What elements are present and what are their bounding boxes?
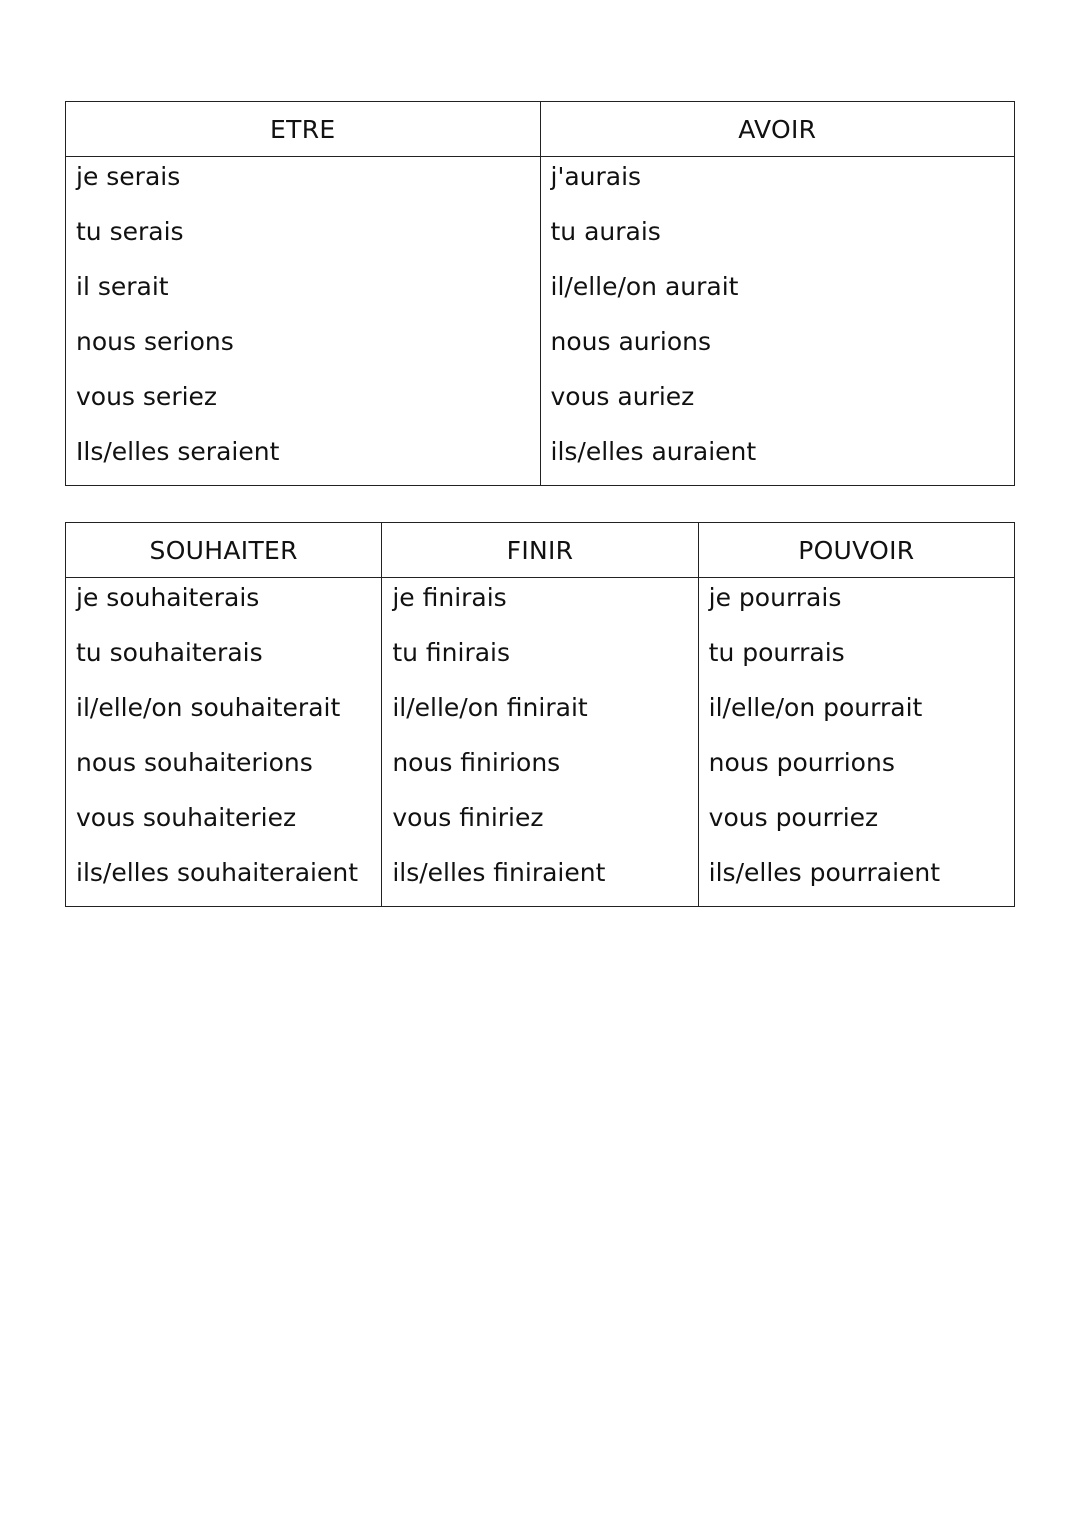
conjugated-form: nous pourrions xyxy=(708,748,895,777)
conjugated-form: ils/elles pourraient xyxy=(708,858,941,887)
conjugated-form: Ils/elles seraient xyxy=(76,437,280,466)
conjugated-form: ils/elles souhaiteraient xyxy=(76,858,358,887)
verb-heading-avoir: AVOIR xyxy=(540,102,1015,157)
conjugation-list xyxy=(541,157,1015,485)
conjugated-form: nous serions xyxy=(76,327,234,356)
verb-heading-finir: FINIR xyxy=(382,523,698,578)
conjugated-form: nous aurions xyxy=(550,327,712,356)
conjugated-form: tu serais xyxy=(76,217,184,246)
conjugated-form: vous auriez xyxy=(550,382,695,411)
conjugated-form: nous souhaiterions xyxy=(76,748,313,777)
conjugation-table-souhaiter-finir-pouvoir xyxy=(65,522,1015,907)
verb-heading-pouvoir: POUVOIR xyxy=(698,523,1014,578)
conjugation-list xyxy=(66,578,381,906)
conjugated-form: tu finirais xyxy=(392,638,511,667)
conjugated-form: tu souhaiterais xyxy=(76,638,263,667)
conjugated-form: vous seriez xyxy=(76,382,218,411)
conjugated-form: vous souhaiteriez xyxy=(76,803,297,832)
conjugated-form: vous finiriez xyxy=(392,803,544,832)
verb-column-etre xyxy=(66,157,541,486)
conjugated-form: je souhaiterais xyxy=(76,583,260,612)
conjugated-form: il serait xyxy=(76,272,169,301)
table-header-row xyxy=(66,102,1015,157)
table-body-row xyxy=(66,157,1015,486)
verb-column-finir xyxy=(382,578,698,907)
conjugated-form: nous finirions xyxy=(392,748,561,777)
conjugated-form: il/elle/on pourrait xyxy=(708,693,923,722)
table-body-row xyxy=(66,578,1015,907)
conjugation-list xyxy=(382,578,697,906)
verb-heading-etre: ETRE xyxy=(66,102,541,157)
conjugated-form: je serais xyxy=(76,162,181,191)
conjugated-form: vous pourriez xyxy=(708,803,879,832)
conjugated-form: je pourrais xyxy=(708,583,842,612)
verb-column-pouvoir xyxy=(698,578,1014,907)
verb-column-avoir xyxy=(540,157,1015,486)
conjugated-form: je finirais xyxy=(392,583,507,612)
conjugation-table-etre-avoir xyxy=(65,101,1015,486)
conjugated-form: il/elle/on finirait xyxy=(392,693,588,722)
conjugation-list xyxy=(66,157,540,485)
conjugation-list xyxy=(699,578,1014,906)
conjugated-form: il/elle/on souhaiterait xyxy=(76,693,341,722)
verb-column-souhaiter xyxy=(66,578,382,907)
conjugated-form: j'aurais xyxy=(550,162,642,191)
conjugated-form: ils/elles finiraient xyxy=(392,858,606,887)
conjugated-form: ils/elles auraient xyxy=(550,437,757,466)
conjugated-form: il/elle/on aurait xyxy=(550,272,739,301)
conjugated-form: tu aurais xyxy=(550,217,661,246)
verb-heading-souhaiter: SOUHAITER xyxy=(66,523,382,578)
conjugated-form: tu pourrais xyxy=(708,638,845,667)
table-header-row xyxy=(66,523,1015,578)
